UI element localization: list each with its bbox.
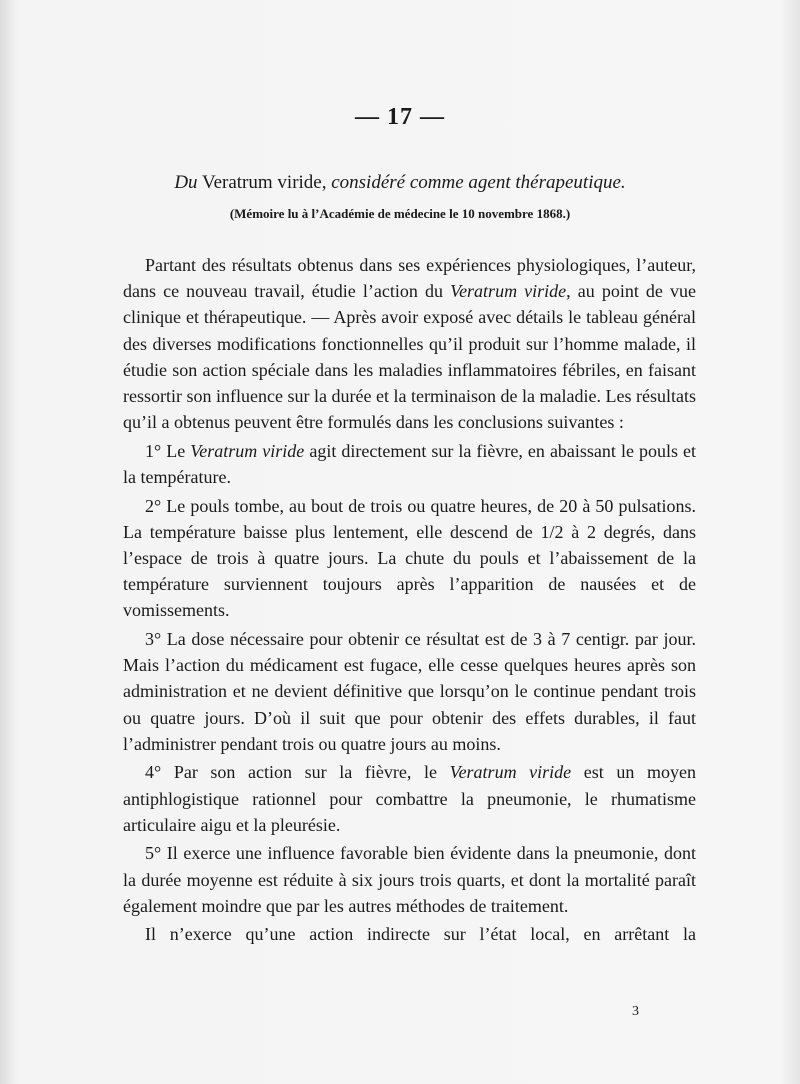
text-run: , au point de vue clinique et thérapeutique. — Après avoir exposé avec détails le tableau général des diverses modifications fonctionnelles qu’il produit sur l’homme malade, il étudie son action spéciale dans les maladies inflammatoires fébriles, en faisant ressortir son influence sur la durée et la terminaison de la maladie. Les résultats qu’il a obtenus peuvent être formulés dans les conclusions suivantes :	[123, 281, 697, 433]
paragraph-conclusion-5	[123, 840, 696, 919]
text-run: Il n’exerce qu’une action indirecte sur l’état local, en arrêtant la	[145, 924, 696, 945]
title-plant-name: Veratrum viride,	[197, 172, 332, 193]
italic-run: Veratrum viride	[190, 440, 305, 461]
italic-run: Veratrum viride	[450, 281, 567, 302]
text-run: agit directement sur la fièvre, en abaissant le pouls et la température.	[123, 440, 697, 488]
paragraph-conclusion-2	[123, 493, 696, 624]
title-italic-rest: considéré comme agent thérapeutique.	[331, 172, 626, 193]
title-italic-du: Du	[174, 172, 198, 193]
signature-mark: 3	[632, 1004, 639, 1019]
text-run: 2° Le pouls tombe, au bout de trois ou quatre heures, de 20 à 50 pulsations. La température baisse plus lentement, elle descend de 1/2 à 2 degrés, dans l’espace de trois à quatre jours. La chute du pouls et l’abaissement de la température surviennent toujours après l’apparition de nausées et de vomissements.	[123, 495, 696, 621]
section-subtitle: (Mémoire lu à l’Académie de médecine le 10 novembre 1868.)	[229, 206, 571, 221]
paragraph-conclusion-3	[123, 626, 696, 757]
text-run: 4° Par son action sur la fièvre, le	[145, 762, 450, 783]
text-run: est un moyen antiphlogistique rationnel pour combattre la pneumonie, le rhumatisme articulaire aigu et la pleurésie.	[123, 762, 697, 835]
text-run: 5° Il exerce une influence favorable bien évidente dans la pneumonie, dont la durée moyenne est réduite à six jours trois quarts, et dont la mortalité paraît également moindre que par les autres méthodes de traitement.	[123, 843, 696, 916]
page-number: — 17 —	[355, 104, 445, 130]
section-title	[0, 172, 800, 194]
text-run: 3° La dose nécessaire pour obtenir ce résultat est de 3 à 7 centigr. par jour. Mais l’action du médicament est fugace, elle cesse quelques heures après son administration et ne devient définitive que lorsqu’on le continue pendant trois ou quatre jours. D’où il suit que pour obtenir des effets durables, il faut l’administrer pendant trois ou quatre jours au moins.	[123, 629, 696, 754]
text-run: 1° Le	[145, 440, 191, 461]
paragraph-intro	[123, 252, 696, 435]
text-run: Partant des résultats obtenus dans ses expériences physiologiques, l’auteur, dans ce nouveau travail, étudie l’action du	[123, 255, 696, 302]
italic-run: Veratrum viride	[449, 762, 572, 783]
paragraph-conclusion-4	[123, 759, 696, 838]
paragraph-continuation	[123, 921, 696, 947]
paragraph-conclusion-1	[123, 438, 696, 490]
body-text	[123, 252, 696, 948]
